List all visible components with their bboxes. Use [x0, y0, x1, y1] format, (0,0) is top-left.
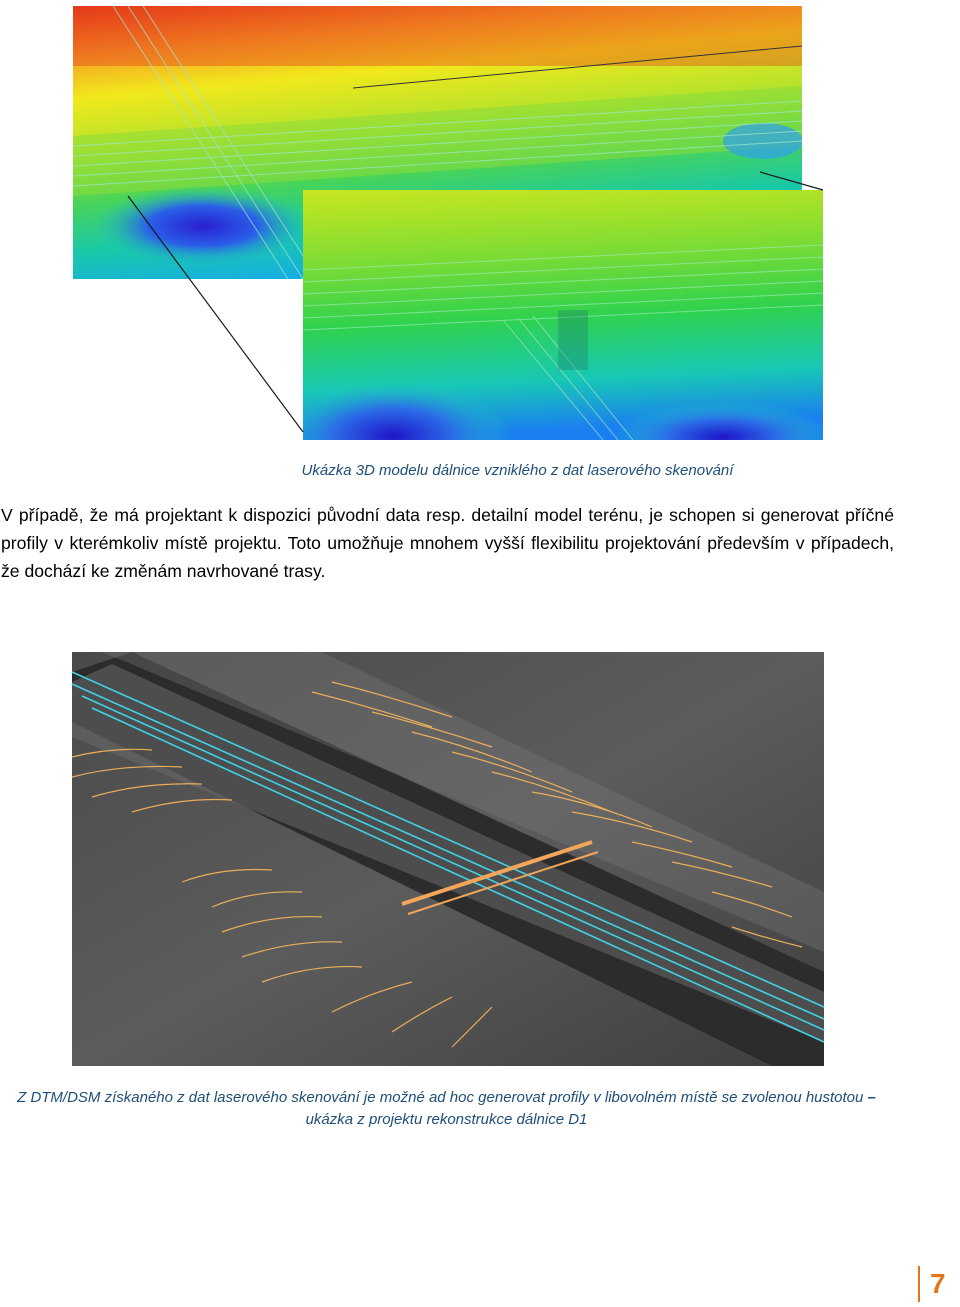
- caption-2-part1: Z DTM/DSM získaného z dat laserového skenování je možné ad hoc generovat profily v libovolném místě se zvolenou hustotou: [17, 1089, 868, 1106]
- terrain-detail-image: [303, 190, 823, 440]
- body-paragraph: V případě, že má projektant k dispozici původní data resp. detailní model terénu, je schopen si generovat příčné profily v kterémkoliv místě projektu. Toto umožňuje mnohem vyšší flexibilitu projektování především v případech, že dochází ke změnám navrhované trasy.: [1, 505, 894, 581]
- caption-2-dash: –: [867, 1089, 876, 1106]
- dtm-profiles-image: [72, 652, 824, 1066]
- page-number: 7: [918, 1266, 946, 1302]
- figure-caption-1: Ukázka 3D modelu dálnice vzniklého z dat laserového skenování: [301, 462, 734, 479]
- figure-caption-2: [0, 1087, 893, 1131]
- caption-2-part2: ukázka z projektu rekonstrukce dálnice D1: [305, 1111, 588, 1128]
